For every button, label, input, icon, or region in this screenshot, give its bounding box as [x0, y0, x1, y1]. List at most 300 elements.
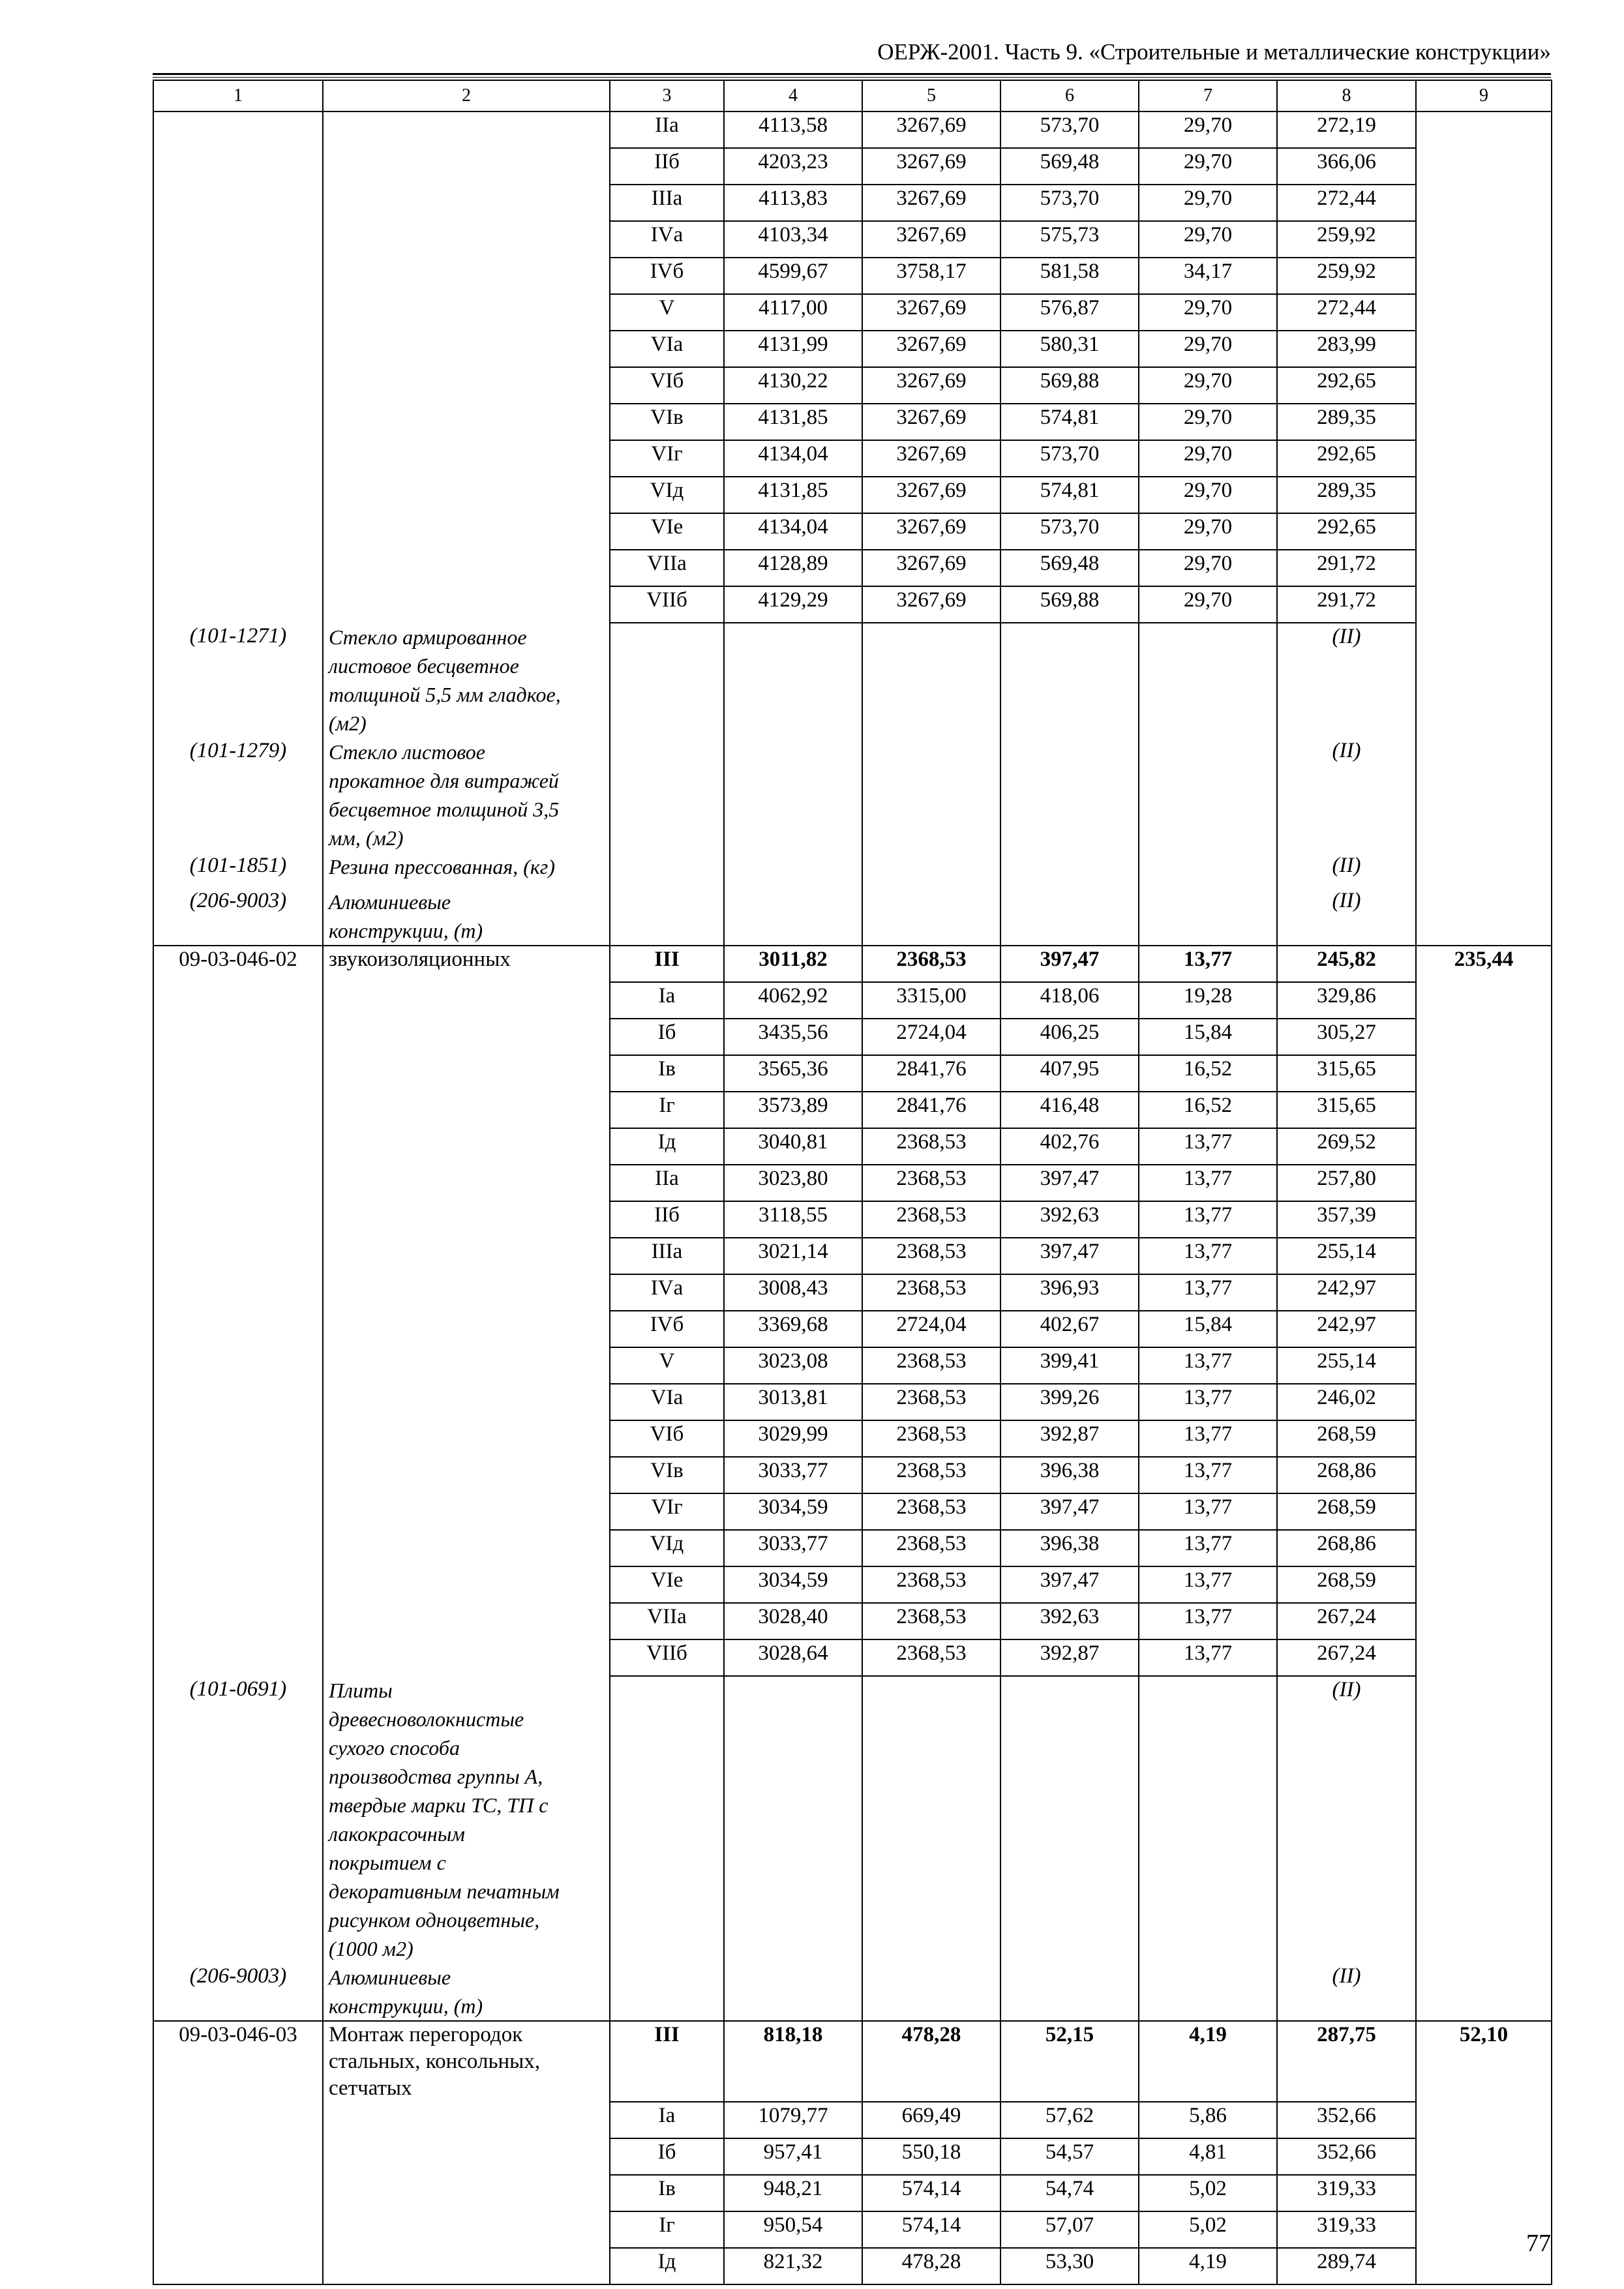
- empty-cell: [1416, 1238, 1552, 1274]
- material-name-line: древесноволокнистые: [329, 1707, 524, 1731]
- value-cell-v7: 34,17: [1139, 258, 1277, 294]
- value-cell-v4: 4103,34: [724, 221, 862, 258]
- empty-cell: [1139, 738, 1277, 852]
- value-cell-v7: 13,77: [1139, 1165, 1277, 1201]
- empty-cell: [1139, 888, 1277, 946]
- value-cell-v7: 13,77: [1139, 1457, 1277, 1493]
- empty-cell: [1416, 586, 1552, 623]
- value-cell-v5: 2368,53: [862, 1238, 1000, 1274]
- material-name-line: Плиты: [329, 1679, 393, 1702]
- empty-cell: [153, 1019, 323, 1055]
- empty-cell: [1416, 1311, 1552, 1347]
- value-cell-v7: 15,84: [1139, 1019, 1277, 1055]
- value-cell-v5: 478,28: [862, 2021, 1000, 2102]
- value-cell-v8: 352,66: [1277, 2138, 1416, 2175]
- value-cell-v7: 29,70: [1139, 477, 1277, 513]
- empty-cell: [1000, 738, 1139, 852]
- value-cell-v6: 569,88: [1000, 367, 1139, 404]
- empty-cell: [323, 2102, 610, 2138]
- empty-cell: [153, 1311, 323, 1347]
- empty-cell: [610, 1676, 724, 1963]
- zone-cell: Iв: [610, 1055, 724, 1092]
- value-cell-v7: 13,77: [1139, 1493, 1277, 1530]
- zone-cell: IIIа: [610, 1238, 724, 1274]
- value-cell-v8: 283,99: [1277, 331, 1416, 367]
- material-code: (101-1279): [153, 738, 323, 852]
- empty-cell: [153, 550, 323, 586]
- empty-cell: [153, 1055, 323, 1092]
- value-cell-v4: 3040,81: [724, 1128, 862, 1165]
- empty-cell: [1416, 1128, 1552, 1165]
- value-cell-v5: 669,49: [862, 2102, 1000, 2138]
- empty-cell: [862, 623, 1000, 738]
- value-cell-v7: 15,84: [1139, 1311, 1277, 1347]
- value-cell-v7: 13,77: [1139, 1566, 1277, 1603]
- material-mark: (II): [1277, 623, 1416, 738]
- empty-cell: [1000, 1676, 1139, 1963]
- empty-cell: [610, 1963, 724, 2021]
- empty-cell: [153, 1165, 323, 1201]
- empty-cell: [153, 1092, 323, 1128]
- value-cell-v4: 4113,83: [724, 185, 862, 221]
- rates-table: [153, 80, 1552, 2285]
- table-row: [153, 1566, 1552, 1603]
- empty-cell: [153, 404, 323, 440]
- empty-cell: [153, 982, 323, 1019]
- value-cell-v8: 268,59: [1277, 1420, 1416, 1457]
- value-cell-v5: 574,14: [862, 2175, 1000, 2211]
- zone-cell: Iв: [610, 2175, 724, 2211]
- empty-cell: [724, 1963, 862, 2021]
- value-cell-v5: 2368,53: [862, 1457, 1000, 1493]
- zone-cell: Iб: [610, 1019, 724, 1055]
- empty-cell: [1416, 2175, 1552, 2211]
- zone-cell: Iа: [610, 982, 724, 1019]
- empty-cell: [724, 888, 862, 946]
- value-cell-v4: 3023,80: [724, 1165, 862, 1201]
- zone-cell: VIб: [610, 1420, 724, 1457]
- value-cell-v4: 3034,59: [724, 1493, 862, 1530]
- empty-cell: [323, 1274, 610, 1311]
- empty-cell: [1416, 1530, 1552, 1566]
- zone-cell: VIв: [610, 404, 724, 440]
- zone-cell: IIа: [610, 112, 724, 148]
- empty-cell: [724, 852, 862, 888]
- value-cell-v6: 392,63: [1000, 1201, 1139, 1238]
- value-cell-v5: 3267,69: [862, 185, 1000, 221]
- zone-cell: V: [610, 294, 724, 331]
- empty-cell: [323, 294, 610, 331]
- material-row: [153, 623, 1552, 738]
- value-cell-v8: 255,14: [1277, 1347, 1416, 1384]
- table-row: [153, 1347, 1552, 1384]
- header-rule: [153, 73, 1551, 75]
- value-cell-v6: 397,47: [1000, 1493, 1139, 1530]
- empty-cell: [323, 1457, 610, 1493]
- value-cell-v6: 575,73: [1000, 221, 1139, 258]
- empty-cell: [1416, 550, 1552, 586]
- empty-cell: [1416, 221, 1552, 258]
- zone-cell: VIа: [610, 1384, 724, 1420]
- value-cell-v8: 259,92: [1277, 221, 1416, 258]
- column-number: 2: [323, 80, 610, 112]
- empty-cell: [153, 2175, 323, 2211]
- value-cell-v5: 3267,69: [862, 586, 1000, 623]
- empty-cell: [153, 258, 323, 294]
- value-cell-v5: 2724,04: [862, 1019, 1000, 1055]
- value-cell-v8: 357,39: [1277, 1201, 1416, 1238]
- value-cell-v4: 3023,08: [724, 1347, 862, 1384]
- rate-name: [323, 112, 610, 148]
- value-cell-v8: 352,66: [1277, 2102, 1416, 2138]
- empty-cell: [153, 2248, 323, 2284]
- value-cell-v6: 573,70: [1000, 185, 1139, 221]
- table-row: [153, 148, 1552, 185]
- table-row: [153, 1055, 1552, 1092]
- zone-cell: VIе: [610, 1566, 724, 1603]
- material-name-line: Резина прессованная, (кг): [329, 855, 555, 878]
- empty-cell: [1000, 623, 1139, 738]
- material-name-line: листовое бесцветное: [329, 654, 519, 678]
- empty-cell: [1139, 1676, 1277, 1963]
- value-cell-v6: 402,76: [1000, 1128, 1139, 1165]
- zone-cell: IIа: [610, 1165, 724, 1201]
- value-cell-v4: 3033,77: [724, 1530, 862, 1566]
- table-row: [153, 1384, 1552, 1420]
- empty-cell: [153, 1420, 323, 1457]
- table-row: [153, 258, 1552, 294]
- material-name-line: твердые марки ТС, ТП с: [329, 1793, 549, 1817]
- column-number: 4: [724, 80, 862, 112]
- empty-cell: [1416, 1201, 1552, 1238]
- table-row: [153, 1420, 1552, 1457]
- table-row: [153, 1493, 1552, 1530]
- zone-cell: V: [610, 1347, 724, 1384]
- empty-cell: [1416, 2102, 1552, 2138]
- material-name: [323, 888, 610, 946]
- value-cell-v5: 574,14: [862, 2211, 1000, 2248]
- material-mark: (II): [1277, 888, 1416, 946]
- table-row: [153, 404, 1552, 440]
- value-cell-v6: 576,87: [1000, 294, 1139, 331]
- empty-cell: [1416, 1274, 1552, 1311]
- material-mark: (II): [1277, 1676, 1416, 1963]
- empty-cell: [1416, 148, 1552, 185]
- zone-cell: VIг: [610, 440, 724, 477]
- value-cell-v7: 29,70: [1139, 404, 1277, 440]
- value-cell-v4: 957,41: [724, 2138, 862, 2175]
- value-cell-v5: 2368,53: [862, 1274, 1000, 1311]
- empty-cell: [323, 1493, 610, 1530]
- value-cell-v7: 29,70: [1139, 294, 1277, 331]
- material-row: [153, 1676, 1552, 1963]
- value-cell-v7: 29,70: [1139, 440, 1277, 477]
- value-cell-v4: 818,18: [724, 2021, 862, 2102]
- table-row: [153, 2211, 1552, 2248]
- empty-cell: [323, 1530, 610, 1566]
- empty-cell: [153, 1347, 323, 1384]
- value-cell-v7: 13,77: [1139, 1420, 1277, 1457]
- empty-cell: [323, 331, 610, 367]
- material-row: [153, 738, 1552, 852]
- rate-code: 09-03-046-03: [153, 2021, 323, 2102]
- empty-cell: [1000, 888, 1139, 946]
- table-row: [153, 2021, 1552, 2102]
- empty-cell: [1416, 294, 1552, 331]
- rate-code: [153, 112, 323, 148]
- zone-cell: Iг: [610, 1092, 724, 1128]
- zone-cell: VIг: [610, 1493, 724, 1530]
- empty-cell: [1416, 513, 1552, 550]
- value-cell-v6: 53,30: [1000, 2248, 1139, 2284]
- material-name: [323, 852, 610, 888]
- empty-cell: [610, 623, 724, 738]
- value-cell-v4: 3565,36: [724, 1055, 862, 1092]
- empty-cell: [323, 1092, 610, 1128]
- value-cell-v4: 3021,14: [724, 1238, 862, 1274]
- material-row: [153, 888, 1552, 946]
- value-cell-v8: 246,02: [1277, 1384, 1416, 1420]
- column-number: 7: [1139, 80, 1277, 112]
- zone-cell: IIб: [610, 1201, 724, 1238]
- empty-cell: [153, 2211, 323, 2248]
- value-cell-v6: 573,70: [1000, 440, 1139, 477]
- value-cell-v4: 3118,55: [724, 1201, 862, 1238]
- empty-cell: [323, 1128, 610, 1165]
- empty-cell: [1416, 440, 1552, 477]
- value-cell-v6: 396,38: [1000, 1530, 1139, 1566]
- empty-cell: [1416, 404, 1552, 440]
- value-cell-v7: 29,70: [1139, 221, 1277, 258]
- empty-cell: [153, 1530, 323, 1566]
- rate-code: 09-03-046-02: [153, 946, 323, 982]
- empty-cell: [323, 1384, 610, 1420]
- zone-cell: VIв: [610, 1457, 724, 1493]
- value-cell-v7: 13,77: [1139, 1274, 1277, 1311]
- empty-cell: [1416, 1055, 1552, 1092]
- value-cell-v6: 397,47: [1000, 1165, 1139, 1201]
- empty-cell: [1416, 1963, 1552, 2021]
- value-cell-v6: 57,07: [1000, 2211, 1139, 2248]
- column-number: 6: [1000, 80, 1139, 112]
- zone-cell: IVб: [610, 258, 724, 294]
- value-cell-v7: 5,02: [1139, 2175, 1277, 2211]
- material-name-line: Стекло листовое: [329, 740, 485, 764]
- empty-cell: [862, 1676, 1000, 1963]
- table-row: [153, 477, 1552, 513]
- table-row: [153, 1128, 1552, 1165]
- table-row: [153, 440, 1552, 477]
- empty-cell: [1416, 1165, 1552, 1201]
- empty-cell: [1416, 738, 1552, 852]
- table-row: [153, 586, 1552, 623]
- table-row: [153, 2248, 1552, 2284]
- material-name-line: Алюминиевые: [329, 1966, 451, 1989]
- value-cell-v7: 13,77: [1139, 1639, 1277, 1676]
- value-cell-v4: 4128,89: [724, 550, 862, 586]
- value-cell-v5: 2368,53: [862, 1639, 1000, 1676]
- value-cell-v6: 574,81: [1000, 477, 1139, 513]
- material-name-line: бесцветное толщиной 3,5: [329, 798, 560, 821]
- column-number: 3: [610, 80, 724, 112]
- value-cell-v6: 407,95: [1000, 1055, 1139, 1092]
- empty-cell: [724, 623, 862, 738]
- empty-cell: [323, 477, 610, 513]
- value-cell-v5: 3267,69: [862, 331, 1000, 367]
- table-row: [153, 982, 1552, 1019]
- col9-value: [1416, 112, 1552, 148]
- value-cell-v5: 2368,53: [862, 1165, 1000, 1201]
- empty-cell: [1416, 477, 1552, 513]
- table-row: [153, 1603, 1552, 1639]
- material-name-line: покрытием с: [329, 1851, 446, 1874]
- value-cell-v6: 396,38: [1000, 1457, 1139, 1493]
- value-cell-v4: 3028,64: [724, 1639, 862, 1676]
- material-code: (206-9003): [153, 888, 323, 946]
- value-cell-v6: 392,63: [1000, 1603, 1139, 1639]
- empty-cell: [153, 586, 323, 623]
- value-cell-v8: 272,19: [1277, 112, 1416, 148]
- table-row: [153, 2175, 1552, 2211]
- empty-cell: [724, 1676, 862, 1963]
- value-cell-v8: 255,14: [1277, 1238, 1416, 1274]
- value-cell-v4: 3028,40: [724, 1603, 862, 1639]
- empty-cell: [1416, 1603, 1552, 1639]
- value-cell-v7: 13,77: [1139, 1238, 1277, 1274]
- value-cell-v8: 268,59: [1277, 1493, 1416, 1530]
- value-cell-v8: 245,82: [1277, 946, 1416, 982]
- page-number: 77: [1526, 2230, 1551, 2257]
- value-cell-v6: 416,48: [1000, 1092, 1139, 1128]
- value-cell-v4: 3029,99: [724, 1420, 862, 1457]
- value-cell-v6: 418,06: [1000, 982, 1139, 1019]
- empty-cell: [153, 1238, 323, 1274]
- empty-cell: [1139, 852, 1277, 888]
- value-cell-v4: 4131,85: [724, 404, 862, 440]
- value-cell-v4: 4203,23: [724, 148, 862, 185]
- material-mark: (II): [1277, 852, 1416, 888]
- empty-cell: [724, 738, 862, 852]
- material-mark: (II): [1277, 738, 1416, 852]
- empty-cell: [323, 513, 610, 550]
- value-cell-v6: 397,47: [1000, 946, 1139, 982]
- empty-cell: [153, 1493, 323, 1530]
- empty-cell: [153, 1384, 323, 1420]
- column-number: 9: [1416, 80, 1552, 112]
- value-cell-v6: 396,93: [1000, 1274, 1139, 1311]
- material-name-line: производства группы А,: [329, 1765, 543, 1788]
- value-cell-v6: 573,70: [1000, 112, 1139, 148]
- zone-cell: Iг: [610, 2211, 724, 2248]
- value-cell-v4: 3573,89: [724, 1092, 862, 1128]
- value-cell-v5: 2368,53: [862, 1201, 1000, 1238]
- value-cell-v8: 287,75: [1277, 2021, 1416, 2102]
- value-cell-v8: 289,35: [1277, 477, 1416, 513]
- material-name-line: рисунком одноцветные,: [329, 1908, 540, 1932]
- value-cell-v4: 1079,77: [724, 2102, 862, 2138]
- material-name-line: Алюминиевые: [329, 890, 451, 914]
- table-row: [153, 1274, 1552, 1311]
- table-row: [153, 1238, 1552, 1274]
- table-row: [153, 112, 1552, 148]
- material-code: (101-0691): [153, 1676, 323, 1963]
- empty-cell: [323, 1347, 610, 1384]
- empty-cell: [323, 2248, 610, 2284]
- zone-cell: VIIа: [610, 550, 724, 586]
- value-cell-v5: 2841,76: [862, 1092, 1000, 1128]
- col9-value: 52,10: [1416, 2021, 1552, 2102]
- value-cell-v4: 948,21: [724, 2175, 862, 2211]
- value-cell-v4: 821,32: [724, 2248, 862, 2284]
- value-cell-v4: 4130,22: [724, 367, 862, 404]
- zone-cell: III: [610, 2021, 724, 2102]
- empty-cell: [862, 1963, 1000, 2021]
- value-cell-v6: 54,57: [1000, 2138, 1139, 2175]
- column-number: 8: [1277, 80, 1416, 112]
- table-row: [153, 185, 1552, 221]
- column-number-row: [153, 80, 1552, 112]
- zone-cell: VIд: [610, 1530, 724, 1566]
- empty-cell: [1416, 1566, 1552, 1603]
- material-mark: (II): [1277, 1963, 1416, 2021]
- value-cell-v7: 29,70: [1139, 513, 1277, 550]
- empty-cell: [862, 852, 1000, 888]
- material-name-line: лакокрасочным: [329, 1822, 465, 1846]
- empty-cell: [1000, 1963, 1139, 2021]
- value-cell-v5: 2368,53: [862, 1493, 1000, 1530]
- value-cell-v7: 29,70: [1139, 331, 1277, 367]
- empty-cell: [323, 258, 610, 294]
- empty-cell: [1416, 185, 1552, 221]
- empty-cell: [153, 1201, 323, 1238]
- empty-cell: [1416, 331, 1552, 367]
- value-cell-v8: 291,72: [1277, 586, 1416, 623]
- value-cell-v7: 13,77: [1139, 1530, 1277, 1566]
- column-number: 1: [153, 80, 323, 112]
- value-cell-v5: 550,18: [862, 2138, 1000, 2175]
- value-cell-v6: 573,70: [1000, 513, 1139, 550]
- value-cell-v8: 319,33: [1277, 2211, 1416, 2248]
- zone-cell: VIе: [610, 513, 724, 550]
- value-cell-v7: 13,77: [1139, 1347, 1277, 1384]
- value-cell-v8: 292,65: [1277, 440, 1416, 477]
- value-cell-v5: 3758,17: [862, 258, 1000, 294]
- empty-cell: [1416, 1347, 1552, 1384]
- value-cell-v4: 4131,99: [724, 331, 862, 367]
- value-cell-v5: 3267,69: [862, 477, 1000, 513]
- empty-cell: [153, 1274, 323, 1311]
- material-row: [153, 1963, 1552, 2021]
- value-cell-v8: 289,35: [1277, 404, 1416, 440]
- value-cell-v7: 5,86: [1139, 2102, 1277, 2138]
- value-cell-v5: 2724,04: [862, 1311, 1000, 1347]
- empty-cell: [1416, 1493, 1552, 1530]
- value-cell-v7: 4,19: [1139, 2248, 1277, 2284]
- value-cell-v5: 3267,69: [862, 367, 1000, 404]
- value-cell-v7: 29,70: [1139, 185, 1277, 221]
- empty-cell: [862, 738, 1000, 852]
- value-cell-v8: 267,24: [1277, 1639, 1416, 1676]
- zone-cell: IVа: [610, 1274, 724, 1311]
- empty-cell: [862, 888, 1000, 946]
- empty-cell: [153, 477, 323, 513]
- value-cell-v8: 242,97: [1277, 1311, 1416, 1347]
- table-row: [153, 2102, 1552, 2138]
- value-cell-v7: 4,19: [1139, 2021, 1277, 2102]
- table-row: [153, 1019, 1552, 1055]
- empty-cell: [1416, 888, 1552, 946]
- value-cell-v6: 399,26: [1000, 1384, 1139, 1420]
